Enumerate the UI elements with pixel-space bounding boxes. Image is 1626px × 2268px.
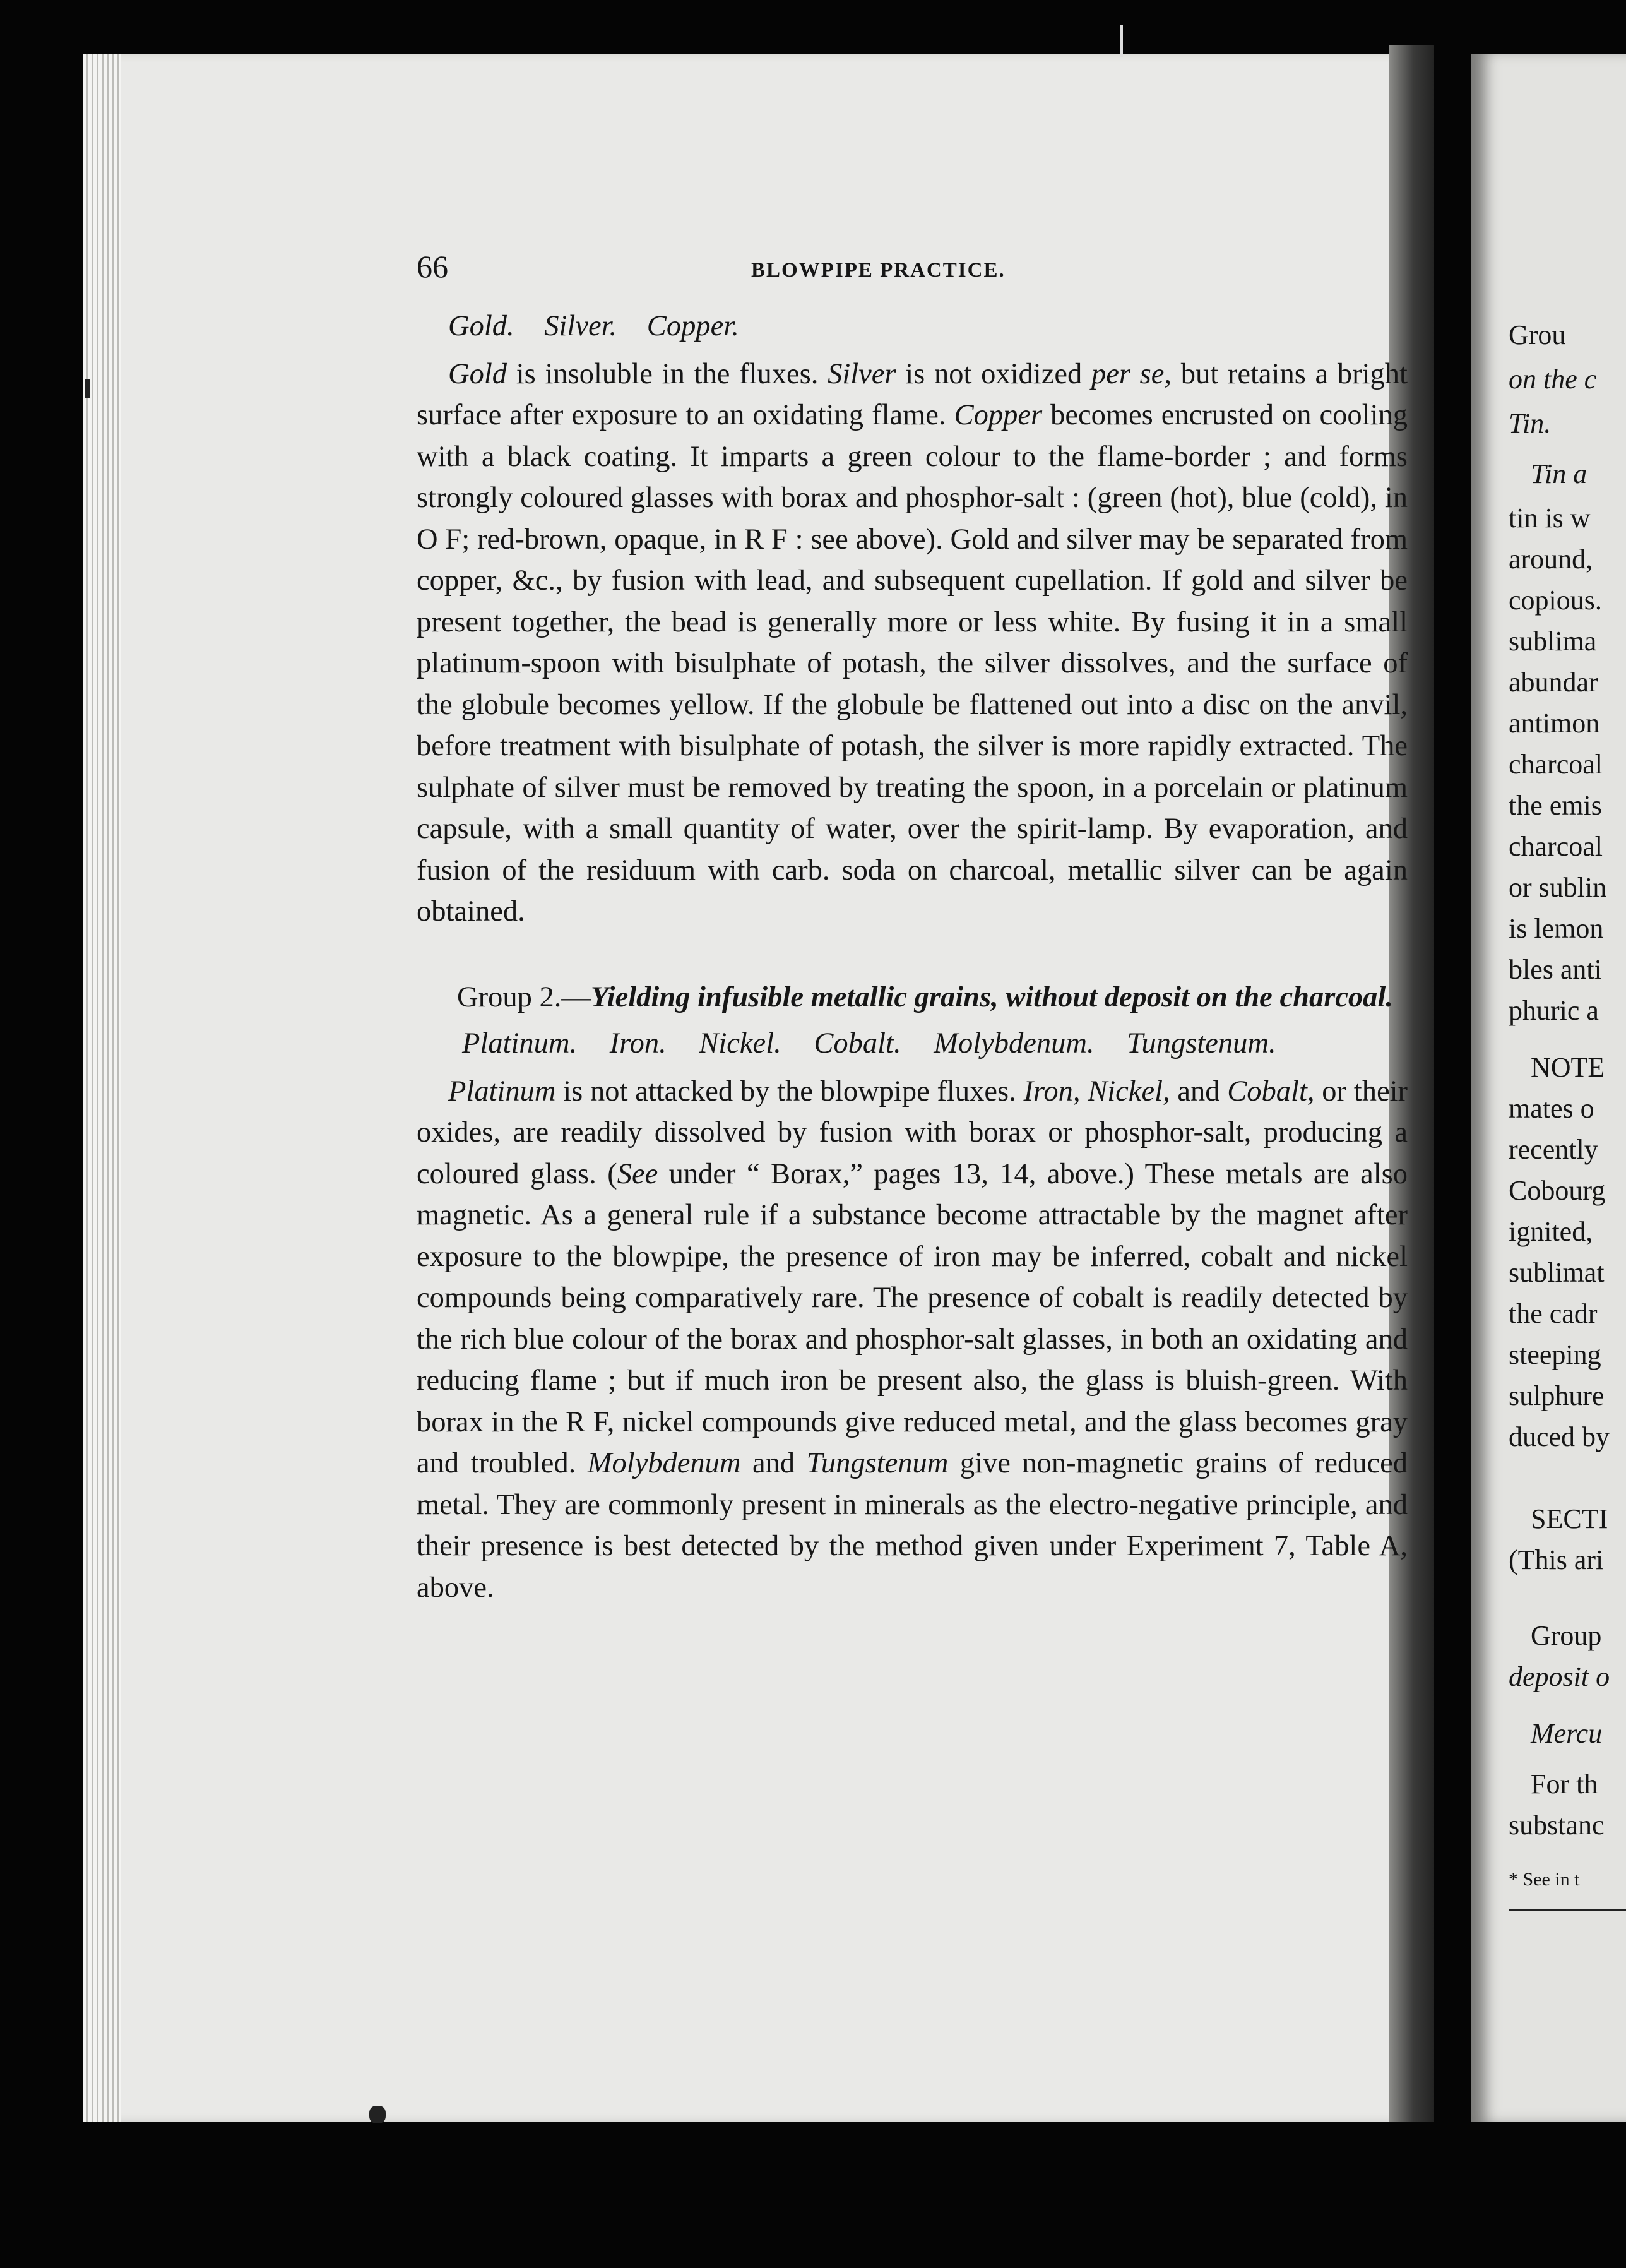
right-page-line: For th	[1531, 1769, 1598, 1799]
right-page-line: deposit o	[1509, 1661, 1610, 1692]
right-page-line: recently	[1509, 1134, 1598, 1165]
em-text: per se	[1091, 357, 1165, 390]
section-heading-gold-silver-copper: Gold. Silver. Copper.	[448, 310, 739, 342]
right-page-line: Mercu	[1531, 1718, 1603, 1749]
body-text: and	[740, 1447, 807, 1479]
right-page-line: ignited,	[1509, 1216, 1593, 1247]
right-page-line: substanc	[1509, 1810, 1605, 1841]
body-text: give non-magnetic grains of reduced metal. They are commonly present in minerals as the electro-negative principle, and their presence is best detected by the method given under Experiment 7, Table A, above.	[417, 1447, 1408, 1604]
group-title: Yielding infusible metallic grains, without deposit on the charcoal.	[590, 981, 1393, 1013]
right-page-line: sulphure	[1509, 1380, 1605, 1411]
right-page-line: Group	[1531, 1620, 1602, 1651]
em-text: Cobalt,	[1227, 1075, 1315, 1107]
body-text: becomes encrusted on cooling with a black coating. It imparts a green colour to the flame-border ; and forms strongly coloured glasses with borax and phosphor-salt : (green (hot), blue (cold), in O F; red-brown, opaque, in R F : see above). Gold and silver may be separated from copper, &c., by fusion with lead, and subsequent cupellation. If gold and silver be present together, the bead is generally more or less white. By fusing it in a small platinum-spoon with bisulphate of potash, the silver dissolves, and the surface of the globule becomes yellow. If the globule be flattened out into a disc on the anvil, before treatment with bisulphate of potash, the silver is more rapidly extracted. The sulphate of silver must be removed by treating the spoon, in a porcelain or platinum capsule, with a small quantity of water, over the spirit-lamp. By evaporation, and fusion of the residuum with carb. soda on charcoal, metallic silver can be again obtained.	[417, 399, 1408, 928]
right-page-line: tin is w	[1509, 503, 1591, 534]
right-page-line: mates o	[1509, 1093, 1594, 1124]
body-text: or their oxides, are readily dissolved by fusion with borax or phosphor-salt, producing a coloured glass. (	[417, 1075, 1408, 1190]
right-page-line: bles anti	[1509, 954, 1602, 985]
right-page-line: the emis	[1509, 790, 1602, 821]
right-page-line: Grou	[1509, 319, 1566, 350]
right-page-line: phuric a	[1509, 995, 1599, 1026]
em-text: Silver	[828, 357, 896, 390]
em-text: Copper	[954, 399, 1043, 431]
right-page-fragment	[1471, 54, 1626, 2122]
right-page-line: sublima	[1509, 626, 1597, 657]
right-page-line: antimon	[1509, 708, 1600, 739]
right-page-line: * See in t	[1509, 1869, 1580, 1890]
right-page-line: Tin a	[1531, 458, 1587, 489]
em-text: Tungstenum	[806, 1447, 949, 1479]
right-page-line: around,	[1509, 544, 1593, 575]
right-page-line: duced by	[1509, 1421, 1610, 1452]
body-text: , but retains a bright surface after exposure to an oxidating flame.	[417, 357, 1408, 431]
em-text: Iron, Nickel,	[1023, 1075, 1170, 1107]
right-page-line: steeping	[1509, 1339, 1601, 1370]
right-page-line: Cobourg	[1509, 1175, 1606, 1206]
right-page-line: on the c	[1509, 364, 1597, 395]
em-text: See	[617, 1157, 658, 1190]
paragraph-platinum-group	[417, 1071, 1408, 1609]
scan-speck	[85, 379, 90, 398]
body-text: under “ Borax,” pages 13, 14, above.) These metals are also magnetic. As a general rule if a substance become attractable by the magnet after exposure to the blowpipe, the presence of iron may be inferred, cobalt and nickel compounds being comparatively rare. The presence of cobalt is readily detected by the rich blue colour of the borax and phosphor-salt glasses, in both an oxidating and reducing flame ; but if much iron be present also, the glass is bluish-green. With borax in the R F, nickel compounds give reduced metal, and the glass becomes gray and troubled.	[417, 1157, 1408, 1479]
running-head: BLOWPIPE PRACTICE.	[751, 259, 1006, 282]
right-page-line: SECTI	[1531, 1503, 1608, 1534]
right-page-line: or sublin	[1509, 872, 1607, 903]
em-text: Molybdenum	[587, 1447, 741, 1479]
body-text: is insoluble in the fluxes.	[507, 357, 828, 390]
page-header	[417, 246, 1408, 297]
body-text: and	[1170, 1075, 1228, 1107]
body-text: is not attacked by the blowpipe fluxes.	[555, 1075, 1024, 1107]
right-page-line: NOTE	[1531, 1052, 1605, 1083]
em-text: Platinum	[448, 1075, 556, 1107]
right-page-line: Tin.	[1509, 408, 1552, 439]
group-2-heading	[417, 977, 1408, 1018]
right-page-line: charcoal	[1509, 749, 1603, 780]
right-page-line: sublimat	[1509, 1257, 1605, 1288]
footnote-rule	[1509, 1909, 1626, 1911]
scan-speck	[1120, 25, 1123, 57]
section-heading-platinum-group: Platinum. Iron. Nickel. Cobalt. Molybdenum. Tungstenum.	[462, 1027, 1276, 1059]
body-text: is not oxidized	[896, 357, 1091, 390]
em-text: Gold	[448, 357, 507, 390]
right-page-line: is lemon	[1509, 913, 1604, 944]
right-page-line: abundar	[1509, 667, 1598, 698]
scan-speck	[369, 2106, 386, 2123]
right-page-line: the cadr	[1509, 1298, 1598, 1329]
paragraph-gold-silver-copper	[417, 354, 1408, 933]
right-page-line: (This ari	[1509, 1544, 1604, 1575]
right-page-line: copious.	[1509, 585, 1602, 616]
page-number: 66	[417, 249, 448, 284]
page-edges	[83, 54, 121, 2122]
right-page-line: charcoal	[1509, 831, 1603, 862]
group-label: Group 2.—	[457, 981, 591, 1013]
left-page-text	[417, 246, 1408, 1608]
